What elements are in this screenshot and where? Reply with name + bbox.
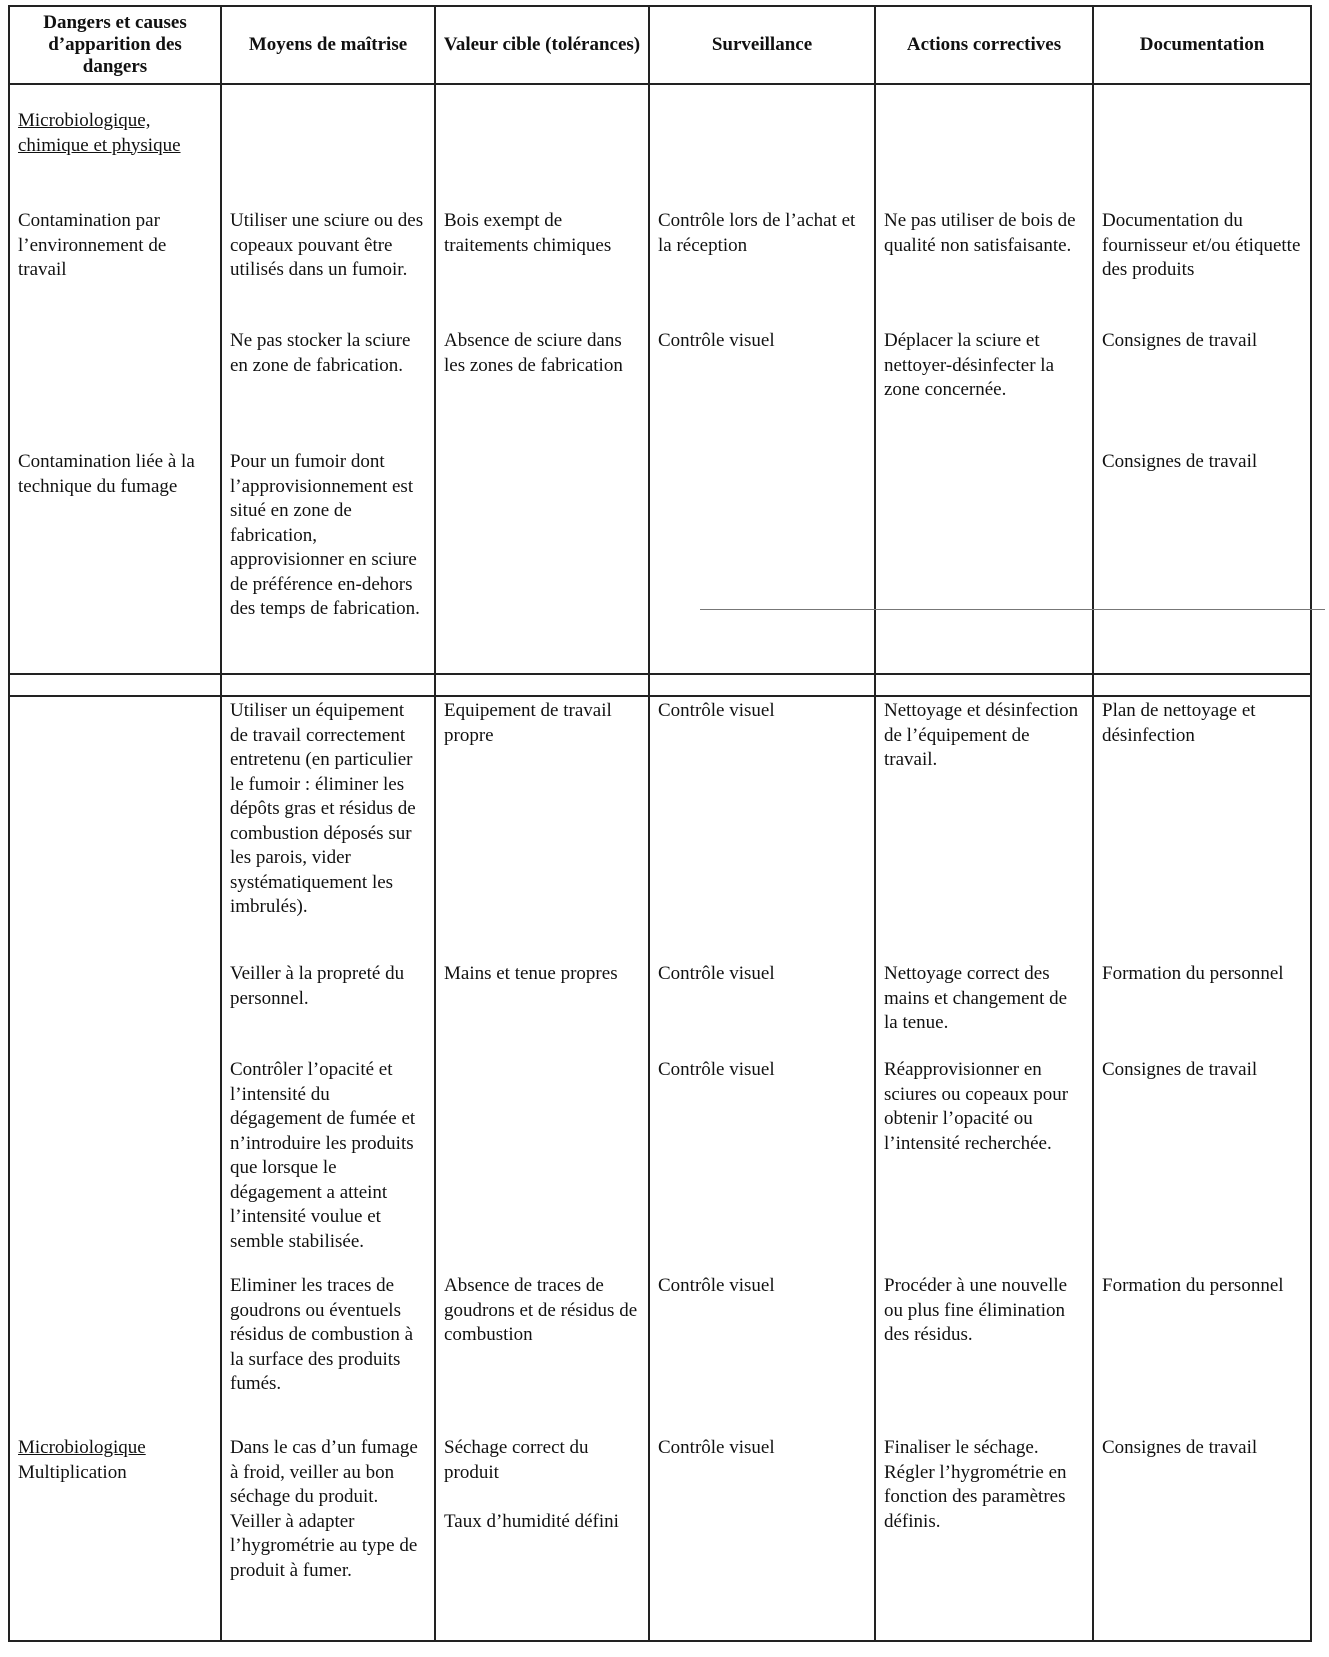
table-row (9, 1436, 1311, 1641)
danger-cell (9, 674, 221, 962)
danger-cell (9, 329, 221, 450)
moyen-cell: Eliminer les traces de goudrons ou éventuels résidus de combustion à la surface des produits fumés. (221, 1274, 435, 1436)
action-cell (875, 450, 1093, 696)
surveillance-cell (649, 450, 875, 696)
header-dangers: Dangers et causes d’apparition des dangers (9, 6, 221, 84)
header-documentation: Documentation (1093, 6, 1311, 84)
last-row-subtitle: Multiplication (18, 1461, 127, 1483)
valeur-cell: Bois exempt de traitements chimiques (435, 209, 649, 329)
header-moyens: Moyens de maîtrise (221, 6, 435, 84)
surveillance-cell: Contrôle lors de l’achat et la réception (649, 209, 875, 329)
danger-cell (9, 1058, 221, 1274)
empty-cell (1093, 84, 1311, 209)
documentation-cell: Formation du personnel (1093, 962, 1311, 1058)
valeur-text: Séchage correct du produit Taux d’humidité défini (444, 1437, 619, 1532)
empty-cell (875, 84, 1093, 209)
header-surveillance: Surveillance (649, 6, 875, 84)
moyen-cell: Ne pas stocker la sciure en zone de fabrication. (221, 329, 435, 450)
danger-cell (9, 1436, 221, 1641)
table-row (9, 962, 1311, 1058)
documentation-cell: Consignes de travail (1093, 450, 1311, 696)
empty-cell (435, 84, 649, 209)
valeur-cell (435, 1058, 649, 1274)
table-row (9, 1058, 1311, 1274)
valeur-cell (435, 450, 649, 696)
table-header-row (9, 6, 1311, 84)
surveillance-cell: Contrôle visuel (649, 674, 875, 962)
danger-cell: Contamination par l’environnement de travail (9, 209, 221, 329)
action-cell: Nettoyage et désinfection de l’équipement de travail. (875, 674, 1093, 962)
documentation-cell: Documentation du fournisseur et/ou étiquette des produits (1093, 209, 1311, 329)
haccp-table-part-2 (8, 673, 1312, 1642)
valeur-cell: Absence de traces de goudrons et de résidus de combustion (435, 1274, 649, 1436)
documentation-cell: Consignes de travail (1093, 1058, 1311, 1274)
table-row (9, 674, 1311, 962)
documentation-cell: Consignes de travail (1093, 1436, 1311, 1641)
surveillance-cell: Contrôle visuel (649, 329, 875, 450)
moyen-cell: Utiliser un équipement de travail correctement entretenu (en particulier le fumoir : éliminer les dépôts gras et résidus de combustion déposés sur les parois, vider systématiquement les imbrulés). (221, 674, 435, 962)
action-cell: Procéder à une nouvelle ou plus fine élimination des résidus. (875, 1274, 1093, 1436)
valeur-cell: Absence de sciure dans les zones de fabrication (435, 329, 649, 450)
haccp-table-part-1 (8, 5, 1312, 697)
header-actions: Actions correctives (875, 6, 1093, 84)
valeur-cell: Mains et tenue propres (435, 962, 649, 1058)
moyen-cell (221, 1436, 435, 1641)
header-valeur-cible: Valeur cible (tolérances) (435, 6, 649, 84)
valeur-cell (435, 1436, 649, 1641)
action-cell: Déplacer la sciure et nettoyer-désinfecter la zone concernée. (875, 329, 1093, 450)
documentation-cell: Formation du personnel (1093, 1274, 1311, 1436)
section-title (9, 84, 221, 209)
surveillance-cell: Contrôle visuel (649, 1274, 875, 1436)
moyen-cell: Contrôler l’opacité et l’intensité du dégagement de fumée et n’introduire les produits que lorsque le dégagement a atteint l’intensité voulue et semble stabilisée. (221, 1058, 435, 1274)
moyen-cell: Veiller à la propreté du personnel. (221, 962, 435, 1058)
table-row (9, 329, 1311, 450)
last-row-title: Microbiologique (18, 1437, 146, 1458)
action-cell: Réapprovisionner en sciures ou copeaux pour obtenir l’opacité ou l’intensité recherchée. (875, 1058, 1093, 1274)
surveillance-cell: Contrôle visuel (649, 1436, 875, 1641)
moyen-cell: Pour un fumoir dont l’approvisionnement est situé en zone de fabrication, approvisionner en sciure de préférence en-dehors des temps de fabrication. (221, 450, 435, 696)
table-row (9, 209, 1311, 329)
danger-cell: Contamination liée à la technique du fumage (9, 450, 221, 696)
table-row (9, 1274, 1311, 1436)
danger-cell (9, 962, 221, 1058)
documentation-cell: Consignes de travail (1093, 329, 1311, 450)
empty-cell (221, 84, 435, 209)
action-cell: Ne pas utiliser de bois de qualité non satisfaisante. (875, 209, 1093, 329)
section-title-line1: Microbiologique, (18, 110, 151, 131)
section-title-line2: chimique et physique (18, 134, 181, 156)
divider-line (700, 609, 1325, 610)
section-title-row (9, 84, 1311, 209)
danger-cell (9, 1274, 221, 1436)
action-cell: Nettoyage correct des mains et changement de la tenue. (875, 962, 1093, 1058)
documentation-cell: Plan de nettoyage et désinfection (1093, 674, 1311, 962)
action-cell: Finaliser le séchage. Régler l’hygrométrie en fonction des paramètres définis. (875, 1436, 1093, 1641)
moyen-cell: Utiliser une sciure ou des copeaux pouvant être utilisés dans un fumoir. (221, 209, 435, 329)
table-row (9, 450, 1311, 696)
moyen-text: Dans le cas d’un fumage à froid, veiller au bon séchage du produit. Veiller à adapter l’hygrométrie au type de produit à fumer. (230, 1437, 418, 1581)
empty-cell (649, 84, 875, 209)
surveillance-cell: Contrôle visuel (649, 1058, 875, 1274)
surveillance-cell: Contrôle visuel (649, 962, 875, 1058)
valeur-cell: Equipement de travail propre (435, 674, 649, 962)
